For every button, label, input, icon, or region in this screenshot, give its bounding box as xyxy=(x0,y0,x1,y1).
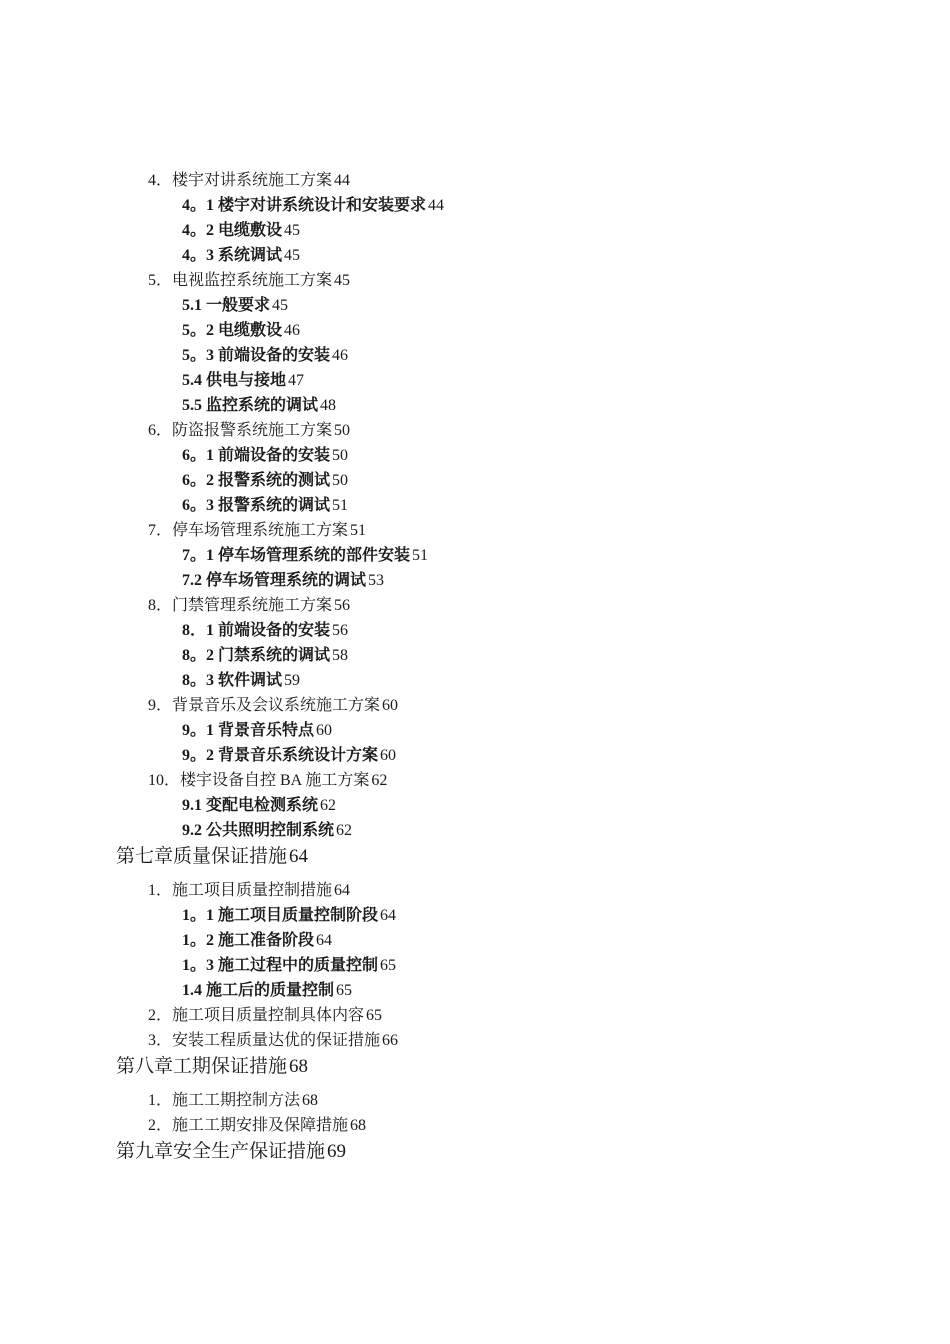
toc-entry-page: 68 xyxy=(289,1056,309,1077)
toc-subsection[interactable] xyxy=(0,318,950,343)
toc-section[interactable] xyxy=(0,418,950,443)
toc-entry-title: 9.2 公共照明控制系统 xyxy=(182,822,335,839)
toc-entry-page: 64 xyxy=(289,846,309,867)
toc-entry-title: 3．安装工程质量达优的保证措施 xyxy=(148,1032,381,1049)
toc-entry-page: 64 xyxy=(316,932,333,949)
toc-entry-page: 62 xyxy=(336,822,353,839)
toc-entry-page: 50 xyxy=(332,447,349,464)
toc-subsection[interactable] xyxy=(0,193,950,218)
toc-chapter[interactable] xyxy=(0,843,950,870)
toc-entry-page: 64 xyxy=(380,907,397,924)
toc-entry-title: 1。3 施工过程中的质量控制 xyxy=(182,957,379,974)
toc-entry-page: 45 xyxy=(272,297,289,314)
toc-subsection[interactable] xyxy=(0,468,950,493)
toc-entry-title: 6。1 前端设备的安装 xyxy=(182,447,331,464)
toc-entry-title: 5.4 供电与接地 xyxy=(182,372,287,389)
toc-subsection[interactable] xyxy=(0,393,950,418)
toc-entry-page: 56 xyxy=(334,597,351,614)
toc-entry-page: 58 xyxy=(332,647,349,664)
toc-subsection[interactable] xyxy=(0,928,950,953)
toc-entry-title: 第七章质量保证措施 xyxy=(116,846,288,867)
toc-subsection[interactable] xyxy=(0,743,950,768)
toc-subsection[interactable] xyxy=(0,903,950,928)
toc-subsection[interactable] xyxy=(0,218,950,243)
toc-chapter[interactable] xyxy=(0,1138,950,1165)
toc-subsection[interactable] xyxy=(0,643,950,668)
toc-entry-title: 9．背景音乐及会议系统施工方案 xyxy=(148,697,381,714)
toc-entry-title: 1．施工工期控制方法 xyxy=(148,1092,301,1109)
toc-entry-page: 51 xyxy=(332,497,349,514)
toc-entry-page: 68 xyxy=(350,1117,367,1134)
toc-entry-page: 51 xyxy=(350,522,367,539)
toc-entry-title: 8．1 前端设备的安装 xyxy=(182,622,331,639)
toc-entry-title: 6．防盗报警系统施工方案 xyxy=(148,422,333,439)
toc-entry-page: 60 xyxy=(380,747,397,764)
toc-entry-title: 第八章工期保证措施 xyxy=(116,1056,288,1077)
toc-entry-page: 44 xyxy=(334,172,351,189)
toc-entry-title: 8。3 软件调试 xyxy=(182,672,283,689)
toc-entry-title: 4。1 楼宇对讲系统设计和安装要求 xyxy=(182,197,427,214)
toc-entry-page: 44 xyxy=(428,197,445,214)
toc-entry-title: 第九章安全生产保证措施 xyxy=(116,1141,326,1162)
toc-subsection[interactable] xyxy=(0,668,950,693)
toc-entry-title: 9.1 变配电检测系统 xyxy=(182,797,319,814)
toc-entry-title: 8．门禁管理系统施工方案 xyxy=(148,597,333,614)
toc-entry-page: 62 xyxy=(371,772,388,789)
toc-entry-title: 8。2 门禁系统的调试 xyxy=(182,647,331,664)
toc-subsection[interactable] xyxy=(0,493,950,518)
toc-section[interactable] xyxy=(0,768,950,793)
toc-entry-title: 2．施工项目质量控制具体内容 xyxy=(148,1007,365,1024)
toc-subsection[interactable] xyxy=(0,618,950,643)
toc-entry-title: 6。3 报警系统的调试 xyxy=(182,497,331,514)
toc-entry-page: 45 xyxy=(284,247,301,264)
toc-subsection[interactable] xyxy=(0,978,950,1003)
toc-subsection[interactable] xyxy=(0,568,950,593)
toc-entry-title: 5.1 一般要求 xyxy=(182,297,271,314)
toc-subsection[interactable] xyxy=(0,293,950,318)
toc-entry-page: 68 xyxy=(302,1092,319,1109)
toc-chapter[interactable] xyxy=(0,1053,950,1080)
toc-entry-title: 6。2 报警系统的测试 xyxy=(182,472,331,489)
toc-entry-title: 9。2 背景音乐系统设计方案 xyxy=(182,747,379,764)
toc-subsection[interactable] xyxy=(0,243,950,268)
toc-subsection[interactable] xyxy=(0,793,950,818)
toc-entry-page: 46 xyxy=(332,347,349,364)
toc-entry-title: 1。2 施工准备阶段 xyxy=(182,932,315,949)
toc-entry-page: 48 xyxy=(320,397,337,414)
toc-section[interactable] xyxy=(0,268,950,293)
toc-subsection[interactable] xyxy=(0,543,950,568)
toc-entry-title: 7．停车场管理系统施工方案 xyxy=(148,522,349,539)
toc-entry-title: 10．楼宇设备自控 BA 施工方案 xyxy=(148,772,370,789)
toc-entry-title: 4。2 电缆敷设 xyxy=(182,222,283,239)
toc-entry-page: 50 xyxy=(334,422,351,439)
toc-subsection[interactable] xyxy=(0,343,950,368)
toc-entry-page: 59 xyxy=(284,672,301,689)
toc-section[interactable] xyxy=(0,518,950,543)
toc-entry-page: 60 xyxy=(316,722,333,739)
toc-entry-title: 7.2 停车场管理系统的调试 xyxy=(182,572,367,589)
toc-entry-title: 1.4 施工后的质量控制 xyxy=(182,982,335,999)
toc-section[interactable] xyxy=(0,1003,950,1028)
toc-entry-title: 4。3 系统调试 xyxy=(182,247,283,264)
toc-entry-page: 65 xyxy=(366,1007,383,1024)
toc-entry-page: 45 xyxy=(334,272,351,289)
toc-section[interactable] xyxy=(0,878,950,903)
toc-entry-title: 9。1 背景音乐特点 xyxy=(182,722,315,739)
toc-subsection[interactable] xyxy=(0,718,950,743)
toc-entry-page: 66 xyxy=(382,1032,399,1049)
toc-section[interactable] xyxy=(0,1113,950,1138)
toc-entry-title: 5.5 监控系统的调试 xyxy=(182,397,319,414)
toc-entry-page: 69 xyxy=(327,1141,347,1162)
toc-entry-page: 45 xyxy=(284,222,301,239)
toc-entry-title: 5。3 前端设备的安装 xyxy=(182,347,331,364)
toc-section[interactable] xyxy=(0,1028,950,1053)
toc-entry-page: 56 xyxy=(332,622,349,639)
toc-entry-page: 47 xyxy=(288,372,305,389)
toc-subsection[interactable] xyxy=(0,368,950,393)
toc-entry-title: 5。2 电缆敷设 xyxy=(182,322,283,339)
toc-section[interactable] xyxy=(0,1088,950,1113)
toc-entry-page: 51 xyxy=(412,547,429,564)
toc-subsection[interactable] xyxy=(0,953,950,978)
toc-section[interactable] xyxy=(0,168,950,193)
toc-entry-page: 62 xyxy=(320,797,337,814)
toc-entry-page: 65 xyxy=(336,982,353,999)
toc-entry-title: 2．施工工期安排及保障措施 xyxy=(148,1117,349,1134)
toc-entry-title: 5．电视监控系统施工方案 xyxy=(148,272,333,289)
toc-entry-page: 65 xyxy=(380,957,397,974)
toc-subsection[interactable] xyxy=(0,443,950,468)
toc-entry-title: 4．楼宇对讲系统施工方案 xyxy=(148,172,333,189)
toc-entry-page: 64 xyxy=(334,882,351,899)
toc-entry-page: 50 xyxy=(332,472,349,489)
toc-section[interactable] xyxy=(0,693,950,718)
toc-entry-page: 60 xyxy=(382,697,399,714)
toc-section[interactable] xyxy=(0,593,950,618)
toc-subsection[interactable] xyxy=(0,818,950,843)
toc-entry-page: 46 xyxy=(284,322,301,339)
toc-entry-page: 53 xyxy=(368,572,385,589)
toc-entry-title: 7。1 停车场管理系统的部件安装 xyxy=(182,547,411,564)
table-of-contents xyxy=(0,168,950,1173)
toc-entry-title: 1。1 施工项目质量控制阶段 xyxy=(182,907,379,924)
toc-entry-title: 1．施工项目质量控制措施 xyxy=(148,882,333,899)
